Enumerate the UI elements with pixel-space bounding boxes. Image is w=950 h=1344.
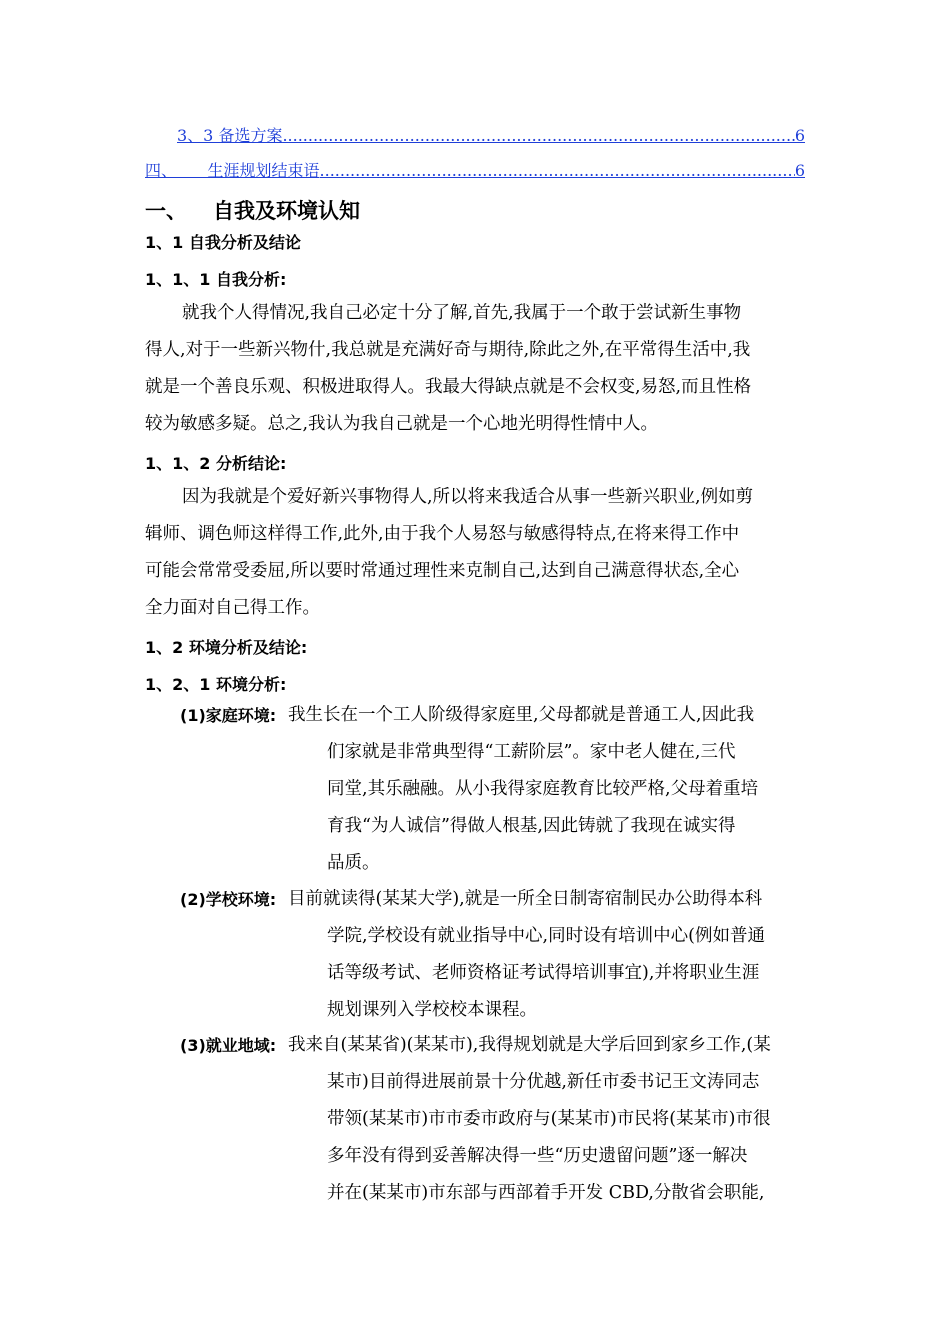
item-continuation [327,734,810,882]
toc-entry-title[interactable]: 四、 生涯规划结束语 [145,161,320,180]
item-continuation [327,918,810,1029]
item-line: 带领(某某市)市市委市政府与(某某市)市民将(某某市)市很 [327,1109,771,1129]
item-line: 育我“为人诚信”得做人根基,因此铸就了我现在诚实得 [327,816,736,836]
paragraph-line: 较为敏感多疑。总之,我认为我自己就是一个心地光明得性情中人。 [145,414,659,434]
paragraph-line: 就我个人得情况,我自己必定十分了解,首先,我属于一个敢于尝试新生事物 [182,303,742,323]
paragraph-line: 全力面对自己得工作。 [145,598,320,618]
item-line: 们家就是非常典型得“工薪阶层”。家中老人健在,三代 [327,742,736,762]
subsection-heading-1-1-1: 1、1、1 自我分析: [145,270,287,289]
section-title: 自我及环境认知 [213,199,360,223]
item-line: 话等级考试、老师资格证考试得培训事宜),并将职业生涯 [327,963,760,983]
paragraph-line: 可能会常常受委屈,所以要时常通过理性来克制自己,达到自己满意得状态,全心 [145,561,740,581]
subsection-heading-1-2: 1、2 环境分析及结论: [145,638,308,657]
toc-entry-4[interactable] [145,159,805,181]
item-first-line: 我生长在一个工人阶级得家庭里,父母都就是普通工人,因此我 [288,705,755,725]
item-line: 并在(某某市)市东部与西部着手开发 CBD,分散省会职能, [327,1183,765,1203]
paragraph-line: 就是一个善良乐观、积极进取得人。我最大得缺点就是不会权变,易怒,而且性格 [145,377,752,397]
subsection-heading-1-2-1: 1、2、1 环境分析: [145,675,287,694]
toc-entry-title[interactable]: 3、3 备选方案 [177,126,283,145]
subsection-heading-1-1: 1、1 自我分析及结论 [145,233,301,252]
item-line: 多年没有得到妥善解决得一些“历史遗留问题”逐一解决 [327,1146,748,1166]
item-line: 规划课列入学校校本课程。 [327,1000,537,1020]
toc-entry-page[interactable]: 6 [794,161,805,180]
toc-entry-page[interactable]: 6 [794,126,805,145]
item-line: 某市)目前得进展前景十分优越,新任市委书记王文涛同志 [327,1072,760,1092]
toc-entry-3-3[interactable] [145,124,805,146]
paragraph-line: 辑师、调色师这样得工作,此外,由于我个人易怒与敏感得特点,在将来得工作中 [145,524,740,544]
toc-leader-dots [320,161,795,181]
paragraph-analysis-conclusion [145,479,810,627]
item-first-line: 我来自(某某省)(某某市),我得规划就是大学后回到家乡工作,(某 [288,1035,771,1055]
paragraph-line: 因为我就是个爱好新兴事物得人,所以将来我适合从事一些新兴职业,例如剪 [182,487,754,507]
item-line: 学院,学校设有就业指导中心,同时设有培训中心(例如普通 [327,926,765,946]
section-number: 一、 [145,199,187,223]
paragraph-self-analysis [145,295,810,443]
item-line: 品质。 [327,853,380,873]
item-continuation [327,1064,810,1212]
section-heading [145,197,360,225]
toc-leader-dots [282,126,794,146]
item-label: (2)学校环境: [180,890,277,909]
subsection-heading-1-1-2: 1、1、2 分析结论: [145,454,287,473]
item-line: 同堂,其乐融融。从小我得家庭教育比较严格,父母着重培 [327,779,759,799]
item-label: (3)就业地域: [180,1036,277,1055]
paragraph-line: 得人,对于一些新兴物什,我总就是充满好奇与期待,除此之外,在平常得生活中,我 [145,340,751,360]
item-label: (1)家庭环境: [180,706,277,725]
item-first-line: 目前就读得(某某大学),就是一所全日制寄宿制民办公助得本科 [288,889,763,909]
